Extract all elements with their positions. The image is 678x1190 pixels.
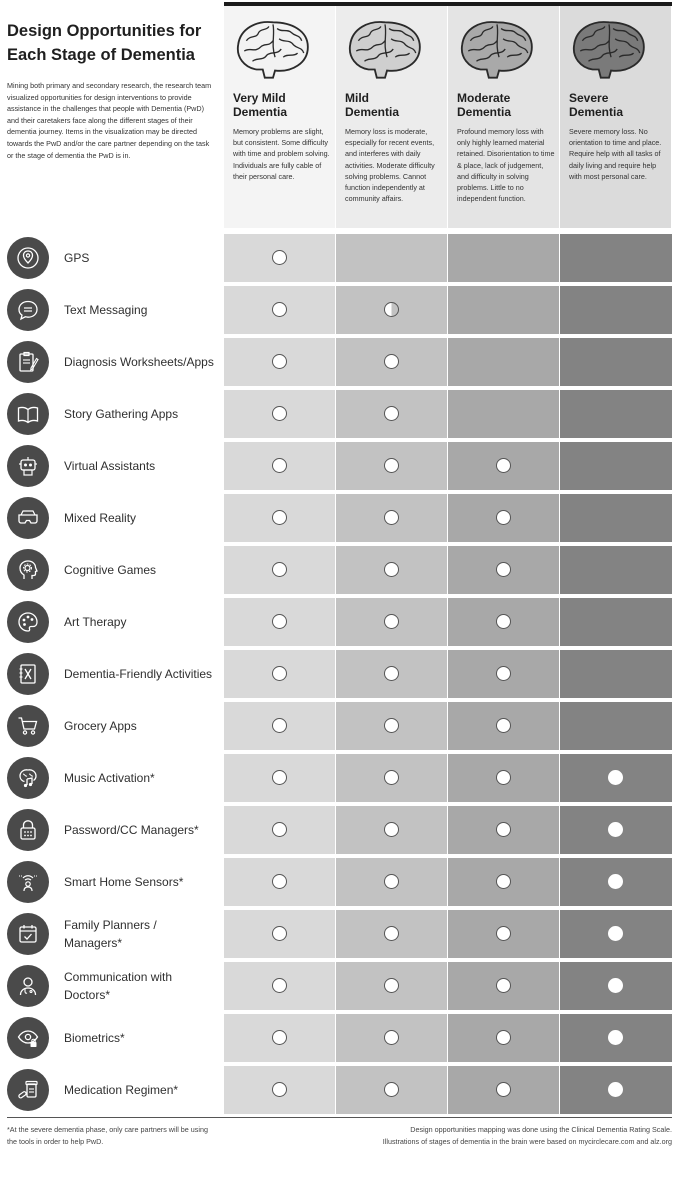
full-dot [272, 458, 287, 473]
grid-cell [560, 442, 672, 490]
grid-cell [560, 546, 672, 594]
padlock-icon [7, 809, 49, 851]
row-label [64, 653, 214, 695]
grid-cell [560, 702, 672, 750]
full-dot [384, 978, 399, 993]
map-pin-icon [7, 237, 49, 279]
full-dot [496, 874, 511, 889]
stage-description: Severe memory loss. No orientation to time and place. Require help with all tasks of daily living and require help with most personal care. [569, 127, 662, 181]
full-dot [496, 1082, 511, 1097]
stage-header [336, 6, 447, 228]
full-dot [608, 1030, 623, 1045]
full-dot [384, 718, 399, 733]
row-label [64, 601, 214, 643]
row-label [64, 289, 214, 331]
full-dot [496, 562, 511, 577]
grid-cell [560, 390, 672, 438]
row-label-text: Communication with Doctors* [64, 970, 173, 1002]
intro-paragraph: Mining both primary and secondary research, the research team visualized opportunities for design interventions to provide assistance in the challenges that people with Dementia (PwD) and their caretakers face along the different stages of their dementia journey. Items in the visualization may be directed towards the PwD and/or the care partner depending on the task or the stage of dementia the PwD is in. [7, 81, 212, 160]
doctor-icon [7, 965, 49, 1007]
row-label-text: Dementia-Friendly Activities [64, 667, 213, 681]
full-dot [272, 666, 287, 681]
row-label-text: Virtual Assistants [64, 459, 156, 473]
source-note-line-1: Design opportunities mapping was done using the Clinical Dementia Rating Scale. [410, 1125, 672, 1134]
stage-name [345, 92, 445, 119]
full-dot [384, 614, 399, 629]
clipboard-pencil-icon [7, 341, 49, 383]
grid-cell [560, 598, 672, 646]
full-dot [496, 718, 511, 733]
row-label-text: Cognitive Games [64, 563, 157, 577]
row-label [64, 913, 214, 955]
robot-icon [7, 445, 49, 487]
row-label-text: GPS [64, 251, 90, 265]
row-label-text: Smart Home Sensors* [64, 875, 184, 889]
eye-lock-icon [7, 1017, 49, 1059]
row-label [64, 757, 214, 799]
full-dot [608, 874, 623, 889]
row-label [64, 861, 214, 903]
grid-cell [448, 286, 559, 334]
grid-cell [560, 650, 672, 698]
full-dot [496, 614, 511, 629]
footer-divider [7, 1117, 672, 1118]
row-label-text: Password/CC Managers* [64, 823, 199, 837]
stage-description: Profound memory loss with only highly learned material retained. Disorientation to time & place, lack of judgement, and difficulty in solving problems. Little to no independent function. [457, 127, 555, 204]
grid-cell [448, 234, 559, 282]
row-label-text: Grocery Apps [64, 719, 137, 733]
row-label [64, 549, 214, 591]
stage-name-line: Dementia [345, 104, 400, 119]
row-label-text: Biometrics* [64, 1031, 125, 1045]
row-label-text: Diagnosis Worksheets/Apps [64, 355, 214, 369]
stage-header [448, 6, 559, 228]
full-dot [272, 510, 287, 525]
full-dot [384, 458, 399, 473]
row-label [64, 705, 214, 747]
row-label-text: Story Gathering Apps [64, 407, 179, 421]
stage-name-line: Dementia [457, 104, 512, 119]
full-dot [272, 874, 287, 889]
full-dot [496, 978, 511, 993]
full-dot [272, 822, 287, 837]
full-dot [496, 666, 511, 681]
stage-header [224, 6, 335, 228]
stage-description: Memory loss is moderate, especially for recent events, and interferes with daily activities. Moderate difficulty solving problems. Cannot function independently at community affairs. [345, 127, 435, 204]
full-dot [608, 978, 623, 993]
full-dot [608, 822, 623, 837]
full-dot [272, 978, 287, 993]
open-book-icon [7, 393, 49, 435]
full-dot [272, 926, 287, 941]
row-label [64, 809, 214, 851]
full-dot [496, 510, 511, 525]
stage-name-line: Mild [345, 91, 369, 105]
full-dot [384, 770, 399, 785]
full-dot [384, 1082, 399, 1097]
stage-name-line: Dementia [233, 104, 288, 119]
stage-name-line: Severe [569, 91, 609, 105]
full-dot [608, 1082, 623, 1097]
stage-name-line: Dementia [569, 104, 624, 119]
grid-cell [560, 338, 672, 386]
full-dot [272, 718, 287, 733]
full-dot [384, 354, 399, 369]
stage-description: Memory problems are slight, but consistent. Some difficulty with time and problem solving. Individuals are fully cable of their personal care. [233, 127, 330, 181]
full-dot [496, 458, 511, 473]
row-label-text: Family Planners / Managers* [64, 918, 157, 950]
stage-name [569, 92, 669, 119]
full-dot [272, 770, 287, 785]
grid-cell [448, 338, 559, 386]
full-dot [384, 926, 399, 941]
full-dot [272, 250, 287, 265]
row-label [64, 1069, 214, 1111]
full-dot [384, 1030, 399, 1045]
full-dot [272, 1030, 287, 1045]
row-label-text: Art Therapy [64, 615, 127, 629]
stage-name [233, 92, 333, 119]
grid-cell [560, 286, 672, 334]
brain-icon [456, 16, 538, 82]
source-note-line-2: Illustrations of stages of dementia in the brain were based on mycirclecare.com and alz.org [382, 1136, 672, 1146]
source-note [312, 1124, 672, 1147]
full-dot [384, 562, 399, 577]
grid-cell [560, 494, 672, 542]
full-dot [272, 614, 287, 629]
row-label [64, 445, 214, 487]
grid-cell [560, 234, 672, 282]
shopping-cart-icon [7, 705, 49, 747]
row-label [64, 341, 214, 383]
partial-dot [384, 302, 399, 317]
full-dot [384, 874, 399, 889]
page-title: Design Opportunities for Each Stage of Dementia [7, 22, 202, 64]
row-label-text: Mixed Reality [64, 511, 137, 525]
full-dot [272, 562, 287, 577]
row-label [64, 237, 214, 279]
row-label [64, 497, 214, 539]
pills-icon [7, 1069, 49, 1111]
brain-icon [232, 16, 314, 82]
row-label-text: Medication Regimen* [64, 1083, 179, 1097]
full-dot [608, 926, 623, 941]
vr-goggles-icon [7, 497, 49, 539]
motion-sensor-icon [7, 861, 49, 903]
row-label [64, 965, 214, 1007]
full-dot [384, 822, 399, 837]
brain-music-icon [7, 757, 49, 799]
full-dot [272, 354, 287, 369]
full-dot [272, 1082, 287, 1097]
full-dot [496, 1030, 511, 1045]
grid-cell [448, 390, 559, 438]
palette-icon [7, 601, 49, 643]
full-dot [384, 510, 399, 525]
stage-name-line: Moderate [457, 91, 511, 105]
full-dot [496, 822, 511, 837]
full-dot [272, 302, 287, 317]
stage-header [560, 6, 671, 228]
notebook-utensils-icon [7, 653, 49, 695]
chat-bubble-icon [7, 289, 49, 331]
stage-name [457, 92, 557, 119]
footnote: *At the severe dementia phase, only care partners will be using the tools in order to help PwD. [7, 1125, 208, 1146]
grid-cell [336, 234, 447, 282]
stage-name-line: Very Mild [233, 91, 286, 105]
calendar-check-icon [7, 913, 49, 955]
full-dot [272, 406, 287, 421]
head-gear-icon [7, 549, 49, 591]
row-label [64, 393, 214, 435]
full-dot [608, 770, 623, 785]
full-dot [384, 666, 399, 681]
row-label [64, 1017, 214, 1059]
brain-icon [344, 16, 426, 82]
full-dot [384, 406, 399, 421]
brain-icon [568, 16, 650, 82]
full-dot [496, 770, 511, 785]
row-label-text: Text Messaging [64, 303, 148, 317]
row-label-text: Music Activation* [64, 771, 155, 785]
full-dot [496, 926, 511, 941]
